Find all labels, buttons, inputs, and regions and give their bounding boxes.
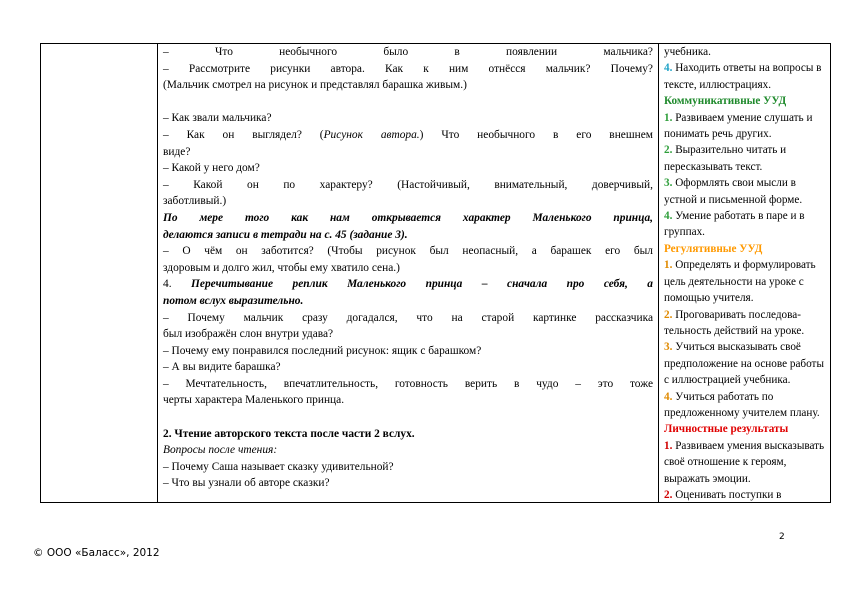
lesson-table bbox=[40, 43, 831, 503]
text-line: (Мальчик смотрел на рисунок и представлял барашка живым.) bbox=[163, 79, 467, 92]
copyright-footer: © ООО «Баласс», 2012 bbox=[33, 547, 160, 559]
text-line: – Какой он по характеру? (Настойчивый, внимательный, доверчивый, bbox=[163, 178, 653, 191]
text-line: был изображён слон внутри удава? bbox=[163, 328, 334, 341]
uud-item: 2. Выразительно читать и пересказывать текст. bbox=[664, 144, 787, 173]
uud-item: 1. Развиваем умения высказывать своё отношение к героям, выражать эмоции. bbox=[664, 439, 825, 485]
instruction-line: потом вслух выразительно. bbox=[163, 294, 304, 307]
text-line: – Как он выглядел? (Рисунок автора.) Что необычного в его внешнем bbox=[163, 128, 653, 141]
stage-column bbox=[41, 44, 158, 502]
text-line: – Почему ему понравился последний рисунок: ящик с барашком? bbox=[163, 344, 482, 357]
text-line: – Что вы узнали об авторе сказки? bbox=[163, 477, 330, 490]
uud-item: учебника. bbox=[664, 46, 711, 58]
text-line: – Как звали мальчика? bbox=[163, 112, 272, 125]
uud-item: 1. Определять и формулировать цель деятельности на уроке с помощью учителя. bbox=[664, 259, 816, 305]
uud-item: 3. Учиться высказывать своё предположение на основе работы с иллюстрацией учебника. bbox=[664, 341, 824, 387]
page-number: 2 bbox=[779, 532, 785, 542]
blank-line bbox=[163, 94, 653, 111]
text-line: – Мечтательность, впечатлительность, готовность верить в чудо – это тоже bbox=[163, 377, 653, 390]
regulative-uud-heading: Регулятивные УУД bbox=[664, 242, 763, 255]
instruction-line: делаются записи в тетради на с. 45 (задание 3). bbox=[163, 228, 408, 241]
uud-column bbox=[659, 44, 830, 502]
uud-item: 4. Находить ответы на вопросы в тексте, иллюстрациях. bbox=[664, 62, 822, 91]
text-line: здоровым и долго жил, чтобы ему хватило сена.) bbox=[163, 261, 400, 274]
uud-item: 1. Развиваем умение слушать и понимать речь других. bbox=[664, 111, 813, 141]
italic-note: Рисунок автора. bbox=[323, 128, 420, 141]
uud-item: 4. Учиться работать по предложенному учителем плану. bbox=[664, 390, 820, 419]
text-line: – О чём он заботится? (Чтобы рисунок был неопасный, а барашек его был bbox=[163, 245, 653, 258]
lesson-content-column bbox=[158, 44, 659, 502]
text-line: – Что необычного было в появлении мальчика? bbox=[163, 46, 653, 58]
text-line: – А вы видите барашка? bbox=[163, 361, 281, 374]
uud-item: 2. Проговаривать последова-тельность действий на уроке. bbox=[664, 308, 805, 337]
text-line: – Почему мальчик сразу догадался, что на старой картинке рассказчика bbox=[163, 311, 653, 324]
text-line: – Какой у него дом? bbox=[163, 162, 260, 175]
text-line: виде? bbox=[163, 145, 191, 158]
uud-item: 3. Оформлять свои мысли в устной и письменной форме. bbox=[664, 177, 803, 206]
uud-item: 2. Оценивать поступки в bbox=[664, 488, 782, 501]
uud-item: 4. Умение работать в паре и в группах. bbox=[664, 210, 805, 239]
section-heading: 2. Чтение авторского текста после части 2 вслух. bbox=[163, 427, 415, 440]
text-line: заботливый.) bbox=[163, 195, 227, 208]
instruction-line: По мере того как нам открывается характер Маленького принца, bbox=[163, 211, 653, 224]
blank-line bbox=[163, 409, 653, 426]
communicative-uud-heading: Коммуникативные УУД bbox=[664, 95, 787, 108]
text-line: – Рассмотрите рисунки автора. Как к ним отнёсся мальчик? Почему? bbox=[163, 62, 653, 75]
text-line: – Почему Саша называет сказку удивительной? bbox=[163, 460, 394, 473]
text-line: черты характера Маленького принца. bbox=[163, 394, 345, 407]
task-line: 4. Перечитывание реплик Маленького принца – сначала про себя, а bbox=[163, 278, 653, 291]
questions-heading: Вопросы после чтения: bbox=[163, 444, 278, 457]
personal-results-heading: Личностные результаты bbox=[664, 423, 789, 436]
